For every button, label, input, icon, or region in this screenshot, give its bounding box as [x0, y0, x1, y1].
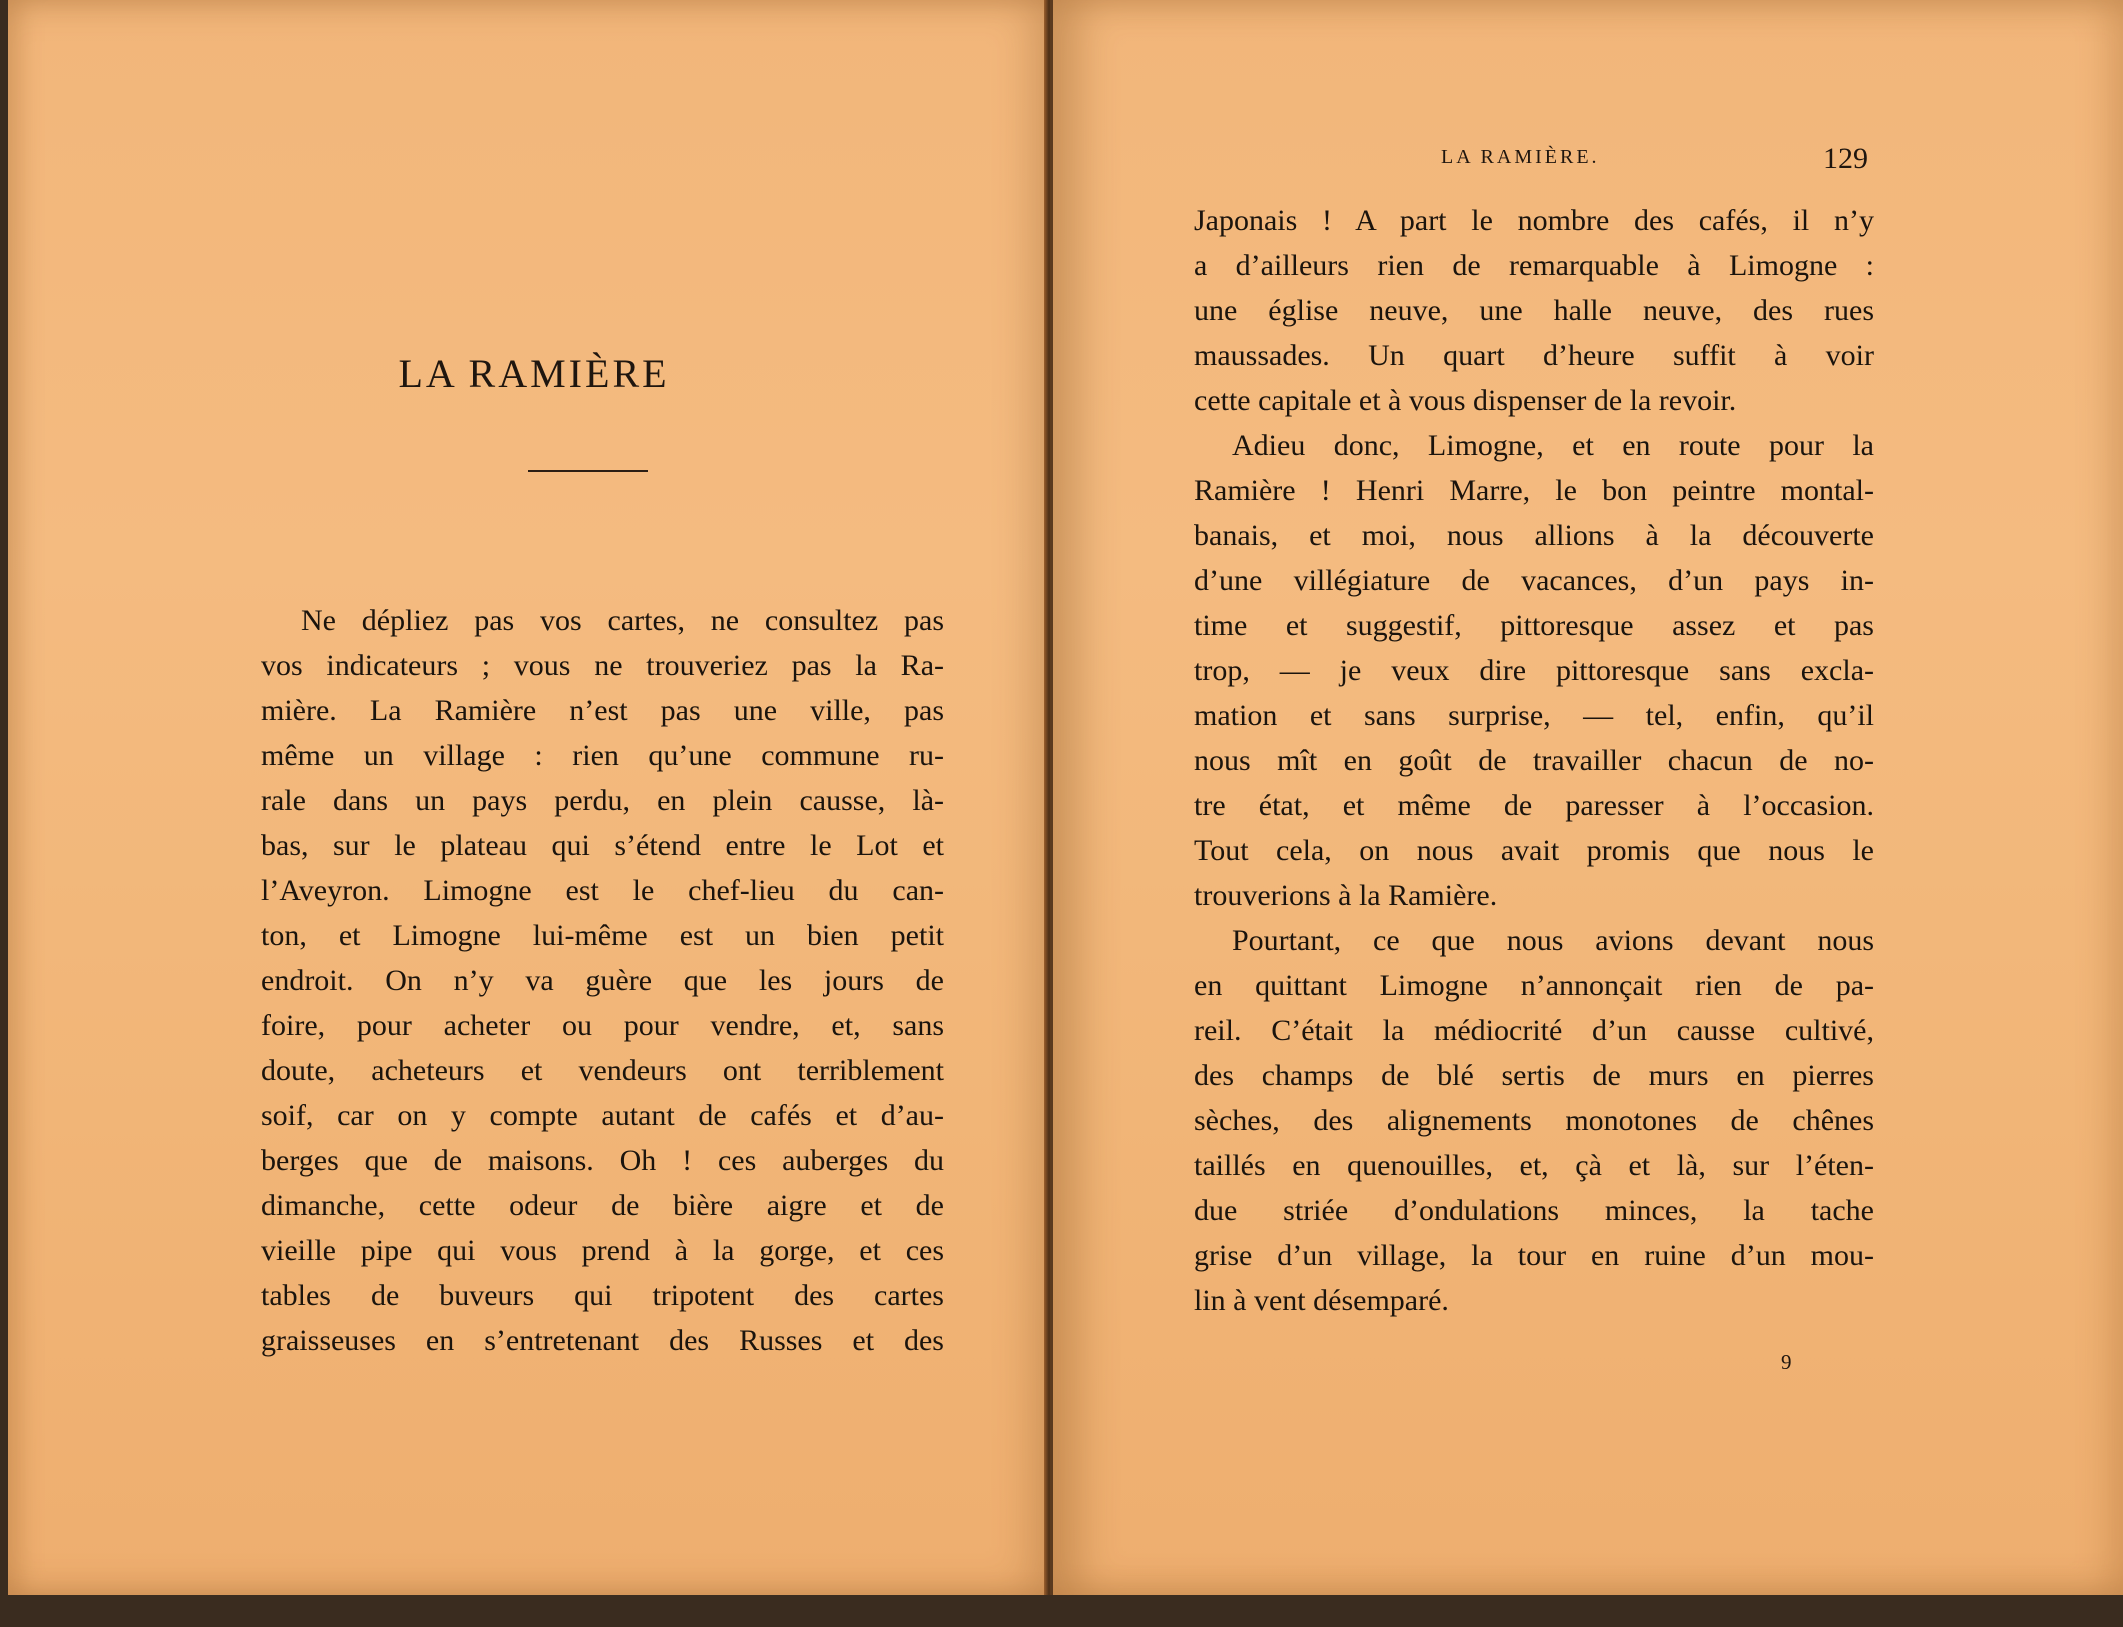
text-line: mière. La Ramière n’est pas une ville, pas: [261, 694, 944, 727]
text-line: time et suggestif, pittoresque assez et pas: [1194, 609, 1874, 642]
page-number: 129: [1823, 142, 1868, 175]
text-line: Tout cela, on nous avait promis que nous le: [1194, 834, 1874, 867]
text-line: cette capitale et à vous dispenser de la revoir.: [1194, 384, 1737, 417]
text-line: berges que de maisons. Oh ! ces auberges du: [261, 1144, 944, 1177]
text-line: bas, sur le plateau qui s’étend entre le Lot et: [261, 829, 944, 862]
text-line: des champs de blé sertis de murs en pierres: [1194, 1059, 1874, 1092]
text-line: Pourtant, ce que nous avions devant nous: [1232, 924, 1874, 957]
text-line: tables de buveurs qui tripotent des cartes: [261, 1279, 944, 1312]
text-line: vos indicateurs ; vous ne trouveriez pas la Ra-: [261, 649, 944, 682]
right-page-text: [1194, 198, 1874, 1323]
text-line: reil. C’était la médiocrité d’un causse cultivé,: [1194, 1014, 1874, 1047]
text-line: ton, et Limogne lui-même est un bien petit: [261, 919, 944, 952]
text-line: Adieu donc, Limogne, et en route pour la: [1232, 429, 1874, 462]
text-line: trouverions à la Ramière.: [1194, 879, 1498, 912]
text-line: Ramière ! Henri Marre, le bon peintre montal-: [1194, 474, 1874, 507]
text-line: soif, car on y compte autant de cafés et d’au-: [261, 1099, 944, 1132]
text-line: vieille pipe qui vous prend à la gorge, et ces: [261, 1234, 944, 1267]
text-line: Japonais ! A part le nombre des cafés, il n’y: [1194, 204, 1874, 237]
left-page: [8, 0, 1060, 1595]
text-line: doute, acheteurs et vendeurs ont terriblement: [261, 1054, 944, 1087]
text-line: une église neuve, une halle neuve, des rues: [1194, 294, 1874, 327]
signature-mark: 9: [1781, 1350, 1792, 1374]
title-rule: [528, 470, 648, 472]
text-line: dimanche, cette odeur de bière aigre et de: [261, 1189, 944, 1222]
text-line: nous mît en goût de travailler chacun de no-: [1194, 744, 1874, 777]
text-line: graisseuses en s’entretenant des Russes et des: [261, 1324, 944, 1357]
text-line: l’Aveyron. Limogne est le chef-lieu du can-: [261, 874, 944, 907]
running-head: LA RAMIÈRE.: [1441, 146, 1600, 168]
text-line: due striée d’ondulations minces, la tache: [1194, 1194, 1874, 1227]
text-line: maussades. Un quart d’heure suffit à voir: [1194, 339, 1874, 372]
text-line: rale dans un pays perdu, en plein causse, là-: [261, 784, 944, 817]
text-line: en quittant Limogne n’annonçait rien de pa-: [1194, 969, 1874, 1002]
text-line: endroit. On n’y va guère que les jours de: [261, 964, 944, 997]
text-line: grise d’un village, la tour en ruine d’un mou-: [1194, 1239, 1874, 1272]
left-page-text: [261, 598, 944, 1363]
text-line: sèches, des alignements monotones de chênes: [1194, 1104, 1874, 1137]
text-line: banais, et moi, nous allions à la découverte: [1194, 519, 1874, 552]
text-line: mation et sans surprise, — tel, enfin, qu’il: [1194, 699, 1874, 732]
right-page: [1050, 0, 2123, 1595]
text-line: taillés en quenouilles, et, çà et là, sur l’éten-: [1194, 1149, 1874, 1182]
text-line: même un village : rien qu’une commune ru-: [261, 739, 944, 772]
text-line: tre état, et même de paresser à l’occasion.: [1194, 789, 1874, 822]
text-line: d’une villégiature de vacances, d’un pays in-: [1194, 564, 1874, 597]
chapter-title: LA RAMIÈRE: [398, 351, 670, 396]
text-line: trop, — je veux dire pittoresque sans excla-: [1194, 654, 1874, 687]
text-line: Ne dépliez pas vos cartes, ne consultez pas: [301, 604, 944, 637]
text-line: a d’ailleurs rien de remarquable à Limogne :: [1194, 249, 1874, 282]
text-line: lin à vent désemparé.: [1194, 1284, 1449, 1317]
text-line: foire, pour acheter ou pour vendre, et, sans: [261, 1009, 944, 1042]
